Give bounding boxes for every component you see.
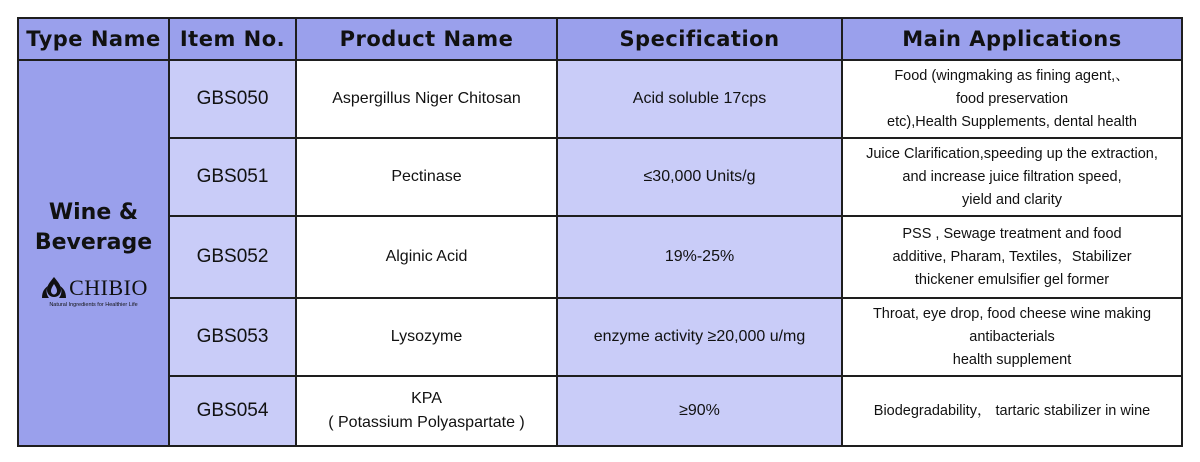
applications-line: PSS , Sewage treatment and food [902, 225, 1122, 242]
applications-line: Food (wingmaking as fining agent,、 [894, 67, 1130, 84]
product-name-cell [296, 216, 557, 298]
specification-cell: Acid soluble 17cps [557, 60, 842, 138]
table-row [18, 298, 1182, 376]
applications-line: and increase juice filtration speed, [902, 168, 1122, 185]
header-row [18, 18, 1182, 60]
applications-line: food preservation [955, 90, 1069, 107]
product-name-cell [296, 376, 557, 446]
header-type-name: Type Name [18, 18, 169, 60]
item-no-cell: GBS054 [169, 376, 296, 446]
chibio-flame-icon [39, 276, 69, 300]
applications-cell [842, 138, 1182, 216]
applications-cell [842, 298, 1182, 376]
item-no-cell: GBS051 [169, 138, 296, 216]
product-name-line: Aspergillus Niger Chitosan [332, 90, 521, 107]
table-row [18, 216, 1182, 298]
item-no-cell: GBS052 [169, 216, 296, 298]
item-no-cell: GBS050 [169, 60, 296, 138]
product-name-line: KPA [411, 390, 442, 407]
product-name-cell [296, 138, 557, 216]
applications-line: Throat, eye drop, food cheese wine making [872, 305, 1152, 322]
table-row [18, 376, 1182, 446]
product-table [17, 17, 1183, 447]
header-main-applications: Main Applications [842, 18, 1182, 60]
item-no-cell: GBS053 [169, 298, 296, 376]
header-specification: Specification [557, 18, 842, 60]
product-name-line: Alginic Acid [385, 248, 468, 265]
applications-line: etc),Health Supplements, dental health [887, 113, 1137, 130]
logo-text: CHIBIO [69, 275, 148, 300]
product-name-line: ( Potassium Polyaspartate ) [328, 414, 525, 431]
applications-line: Juice Clarification,speeding up the extraction, [866, 145, 1158, 162]
product-name-cell [296, 60, 557, 138]
header-item-no: Item No. [169, 18, 296, 60]
type-name-line: Wine & [48, 200, 139, 225]
applications-line: antibacterials [969, 328, 1055, 345]
type-name [23, 198, 164, 258]
applications-line: Biodegradability， tartaric stabilizer in wine [873, 402, 1151, 419]
logo-tagline: Natural Ingredients for Healthier Life [49, 302, 138, 308]
specification-cell: enzyme activity ≥20,000 u/mg [557, 298, 842, 376]
specification-cell: ≥90% [557, 376, 842, 446]
applications-cell [842, 376, 1182, 446]
applications-line: thickener emulsifier gel former [914, 271, 1110, 288]
product-name-line: Pectinase [391, 168, 462, 185]
applications-cell [842, 216, 1182, 298]
table-row [18, 60, 1182, 138]
applications-cell [842, 60, 1182, 138]
type-name-cell [18, 60, 169, 446]
specification-cell: ≤30,000 Units/g [557, 138, 842, 216]
applications-line: health supplement [952, 351, 1072, 368]
type-name-line: Beverage [34, 230, 153, 255]
applications-line: additive, Pharam, Textiles，Stabilizer [892, 248, 1132, 265]
specification-cell: 19%-25% [557, 216, 842, 298]
applications-line: yield and clarity [962, 191, 1062, 208]
chibio-logo [23, 276, 164, 308]
table-row [18, 138, 1182, 216]
header-product-name: Product Name [296, 18, 557, 60]
product-name-line: Lysozyme [390, 328, 463, 345]
product-name-cell [296, 298, 557, 376]
